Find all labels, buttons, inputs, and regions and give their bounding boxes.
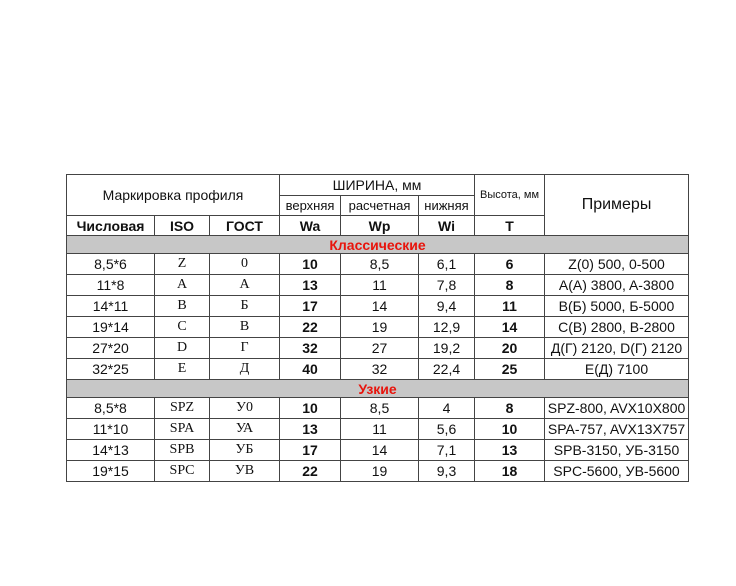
iso-cell: A: [155, 275, 210, 296]
gost-header: ГОСТ: [210, 216, 280, 236]
wi-cell: 22,4: [419, 359, 475, 380]
iso-cell: B: [155, 296, 210, 317]
wi-cell: 7,1: [419, 440, 475, 461]
numeric-cell: 19*14: [67, 317, 155, 338]
numeric-cell: 27*20: [67, 338, 155, 359]
wa-cell: 22: [280, 461, 341, 482]
wp-cell: 11: [341, 419, 419, 440]
wp-cell: 8,5: [341, 254, 419, 275]
table-row: [67, 338, 689, 359]
numeric-cell: 19*15: [67, 461, 155, 482]
numeric-header: Числовая: [67, 216, 155, 236]
wp-header: Wp: [341, 216, 419, 236]
wp-cell: 14: [341, 296, 419, 317]
examples-header: Примеры: [545, 175, 689, 236]
section-row-classic: [67, 236, 689, 254]
t-cell: 14: [475, 317, 545, 338]
wa-cell: 10: [280, 254, 341, 275]
table-row: [67, 317, 689, 338]
width-header: ШИРИНА, мм: [280, 175, 475, 196]
wi-cell: 12,9: [419, 317, 475, 338]
example-cell: SPC-5600, УВ-5600: [545, 461, 689, 482]
wp-cell: 11: [341, 275, 419, 296]
iso-cell: SPA: [155, 419, 210, 440]
iso-cell: SPC: [155, 461, 210, 482]
numeric-cell: 32*25: [67, 359, 155, 380]
table-body: [67, 236, 689, 482]
table-row: [67, 419, 689, 440]
numeric-cell: 11*8: [67, 275, 155, 296]
wa-cell: 32: [280, 338, 341, 359]
example-cell: A(A) 3800, A-3800: [545, 275, 689, 296]
iso-cell: E: [155, 359, 210, 380]
gost-cell: 0: [210, 254, 280, 275]
table-row: [67, 254, 689, 275]
wi-cell: 7,8: [419, 275, 475, 296]
numeric-cell: 11*10: [67, 419, 155, 440]
iso-cell: D: [155, 338, 210, 359]
wi-cell: 9,3: [419, 461, 475, 482]
t-cell: 8: [475, 398, 545, 419]
wp-cell: 19: [341, 461, 419, 482]
gost-cell: Д: [210, 359, 280, 380]
t-cell: 18: [475, 461, 545, 482]
example-cell: C(B) 2800, B-2800: [545, 317, 689, 338]
gost-cell: Г: [210, 338, 280, 359]
wa-cell: 17: [280, 296, 341, 317]
numeric-cell: 14*13: [67, 440, 155, 461]
gost-cell: У0: [210, 398, 280, 419]
profile-marking-header: Маркировка профиля: [67, 175, 280, 216]
t-cell: 25: [475, 359, 545, 380]
t-cell: 20: [475, 338, 545, 359]
wp-cell: 8,5: [341, 398, 419, 419]
wi-cell: 9,4: [419, 296, 475, 317]
wi-cell: 6,1: [419, 254, 475, 275]
gost-cell: В: [210, 317, 280, 338]
wa-cell: 22: [280, 317, 341, 338]
wa-cell: 13: [280, 275, 341, 296]
table-header: [67, 175, 689, 236]
belt-profile-table: [66, 174, 689, 482]
wa-cell: 10: [280, 398, 341, 419]
wp-cell: 14: [341, 440, 419, 461]
t-cell: 10: [475, 419, 545, 440]
iso-cell: SPB: [155, 440, 210, 461]
wa-cell: 40: [280, 359, 341, 380]
wa-cell: 13: [280, 419, 341, 440]
table-row: [67, 359, 689, 380]
numeric-cell: 8,5*8: [67, 398, 155, 419]
calculated-width-header: расчетная: [341, 195, 419, 216]
gost-cell: Б: [210, 296, 280, 317]
wi-cell: 5,6: [419, 419, 475, 440]
example-cell: E(Д) 7100: [545, 359, 689, 380]
wp-cell: 19: [341, 317, 419, 338]
numeric-cell: 14*11: [67, 296, 155, 317]
wa-cell: 17: [280, 440, 341, 461]
section-title: Узкие: [67, 380, 689, 398]
example-cell: SPA-757, AVX13X757: [545, 419, 689, 440]
example-cell: SPZ-800, AVX10X800: [545, 398, 689, 419]
t-cell: 13: [475, 440, 545, 461]
iso-cell: Z: [155, 254, 210, 275]
iso-cell: C: [155, 317, 210, 338]
t-header: T: [475, 216, 545, 236]
example-cell: Д(Г) 2120, D(Г) 2120: [545, 338, 689, 359]
lower-width-header: нижняя: [419, 195, 475, 216]
example-cell: SPB-3150, УБ-3150: [545, 440, 689, 461]
t-cell: 8: [475, 275, 545, 296]
section-row-narrow: [67, 380, 689, 398]
wi-cell: 19,2: [419, 338, 475, 359]
wi-header: Wi: [419, 216, 475, 236]
wp-cell: 32: [341, 359, 419, 380]
wp-cell: 27: [341, 338, 419, 359]
t-cell: 11: [475, 296, 545, 317]
example-cell: Z(0) 500, 0-500: [545, 254, 689, 275]
table-row: [67, 461, 689, 482]
upper-width-header: верхняя: [280, 195, 341, 216]
table-row: [67, 440, 689, 461]
iso-cell: SPZ: [155, 398, 210, 419]
t-cell: 6: [475, 254, 545, 275]
gost-cell: УА: [210, 419, 280, 440]
table-row: [67, 296, 689, 317]
wi-cell: 4: [419, 398, 475, 419]
table-row: [67, 398, 689, 419]
gost-cell: УБ: [210, 440, 280, 461]
gost-cell: А: [210, 275, 280, 296]
numeric-cell: 8,5*6: [67, 254, 155, 275]
example-cell: B(Б) 5000, Б-5000: [545, 296, 689, 317]
iso-header: ISO: [155, 216, 210, 236]
height-header: Высота, мм: [475, 175, 545, 216]
table-row: [67, 275, 689, 296]
section-title: Классические: [67, 236, 689, 254]
wa-header: Wa: [280, 216, 341, 236]
gost-cell: УВ: [210, 461, 280, 482]
